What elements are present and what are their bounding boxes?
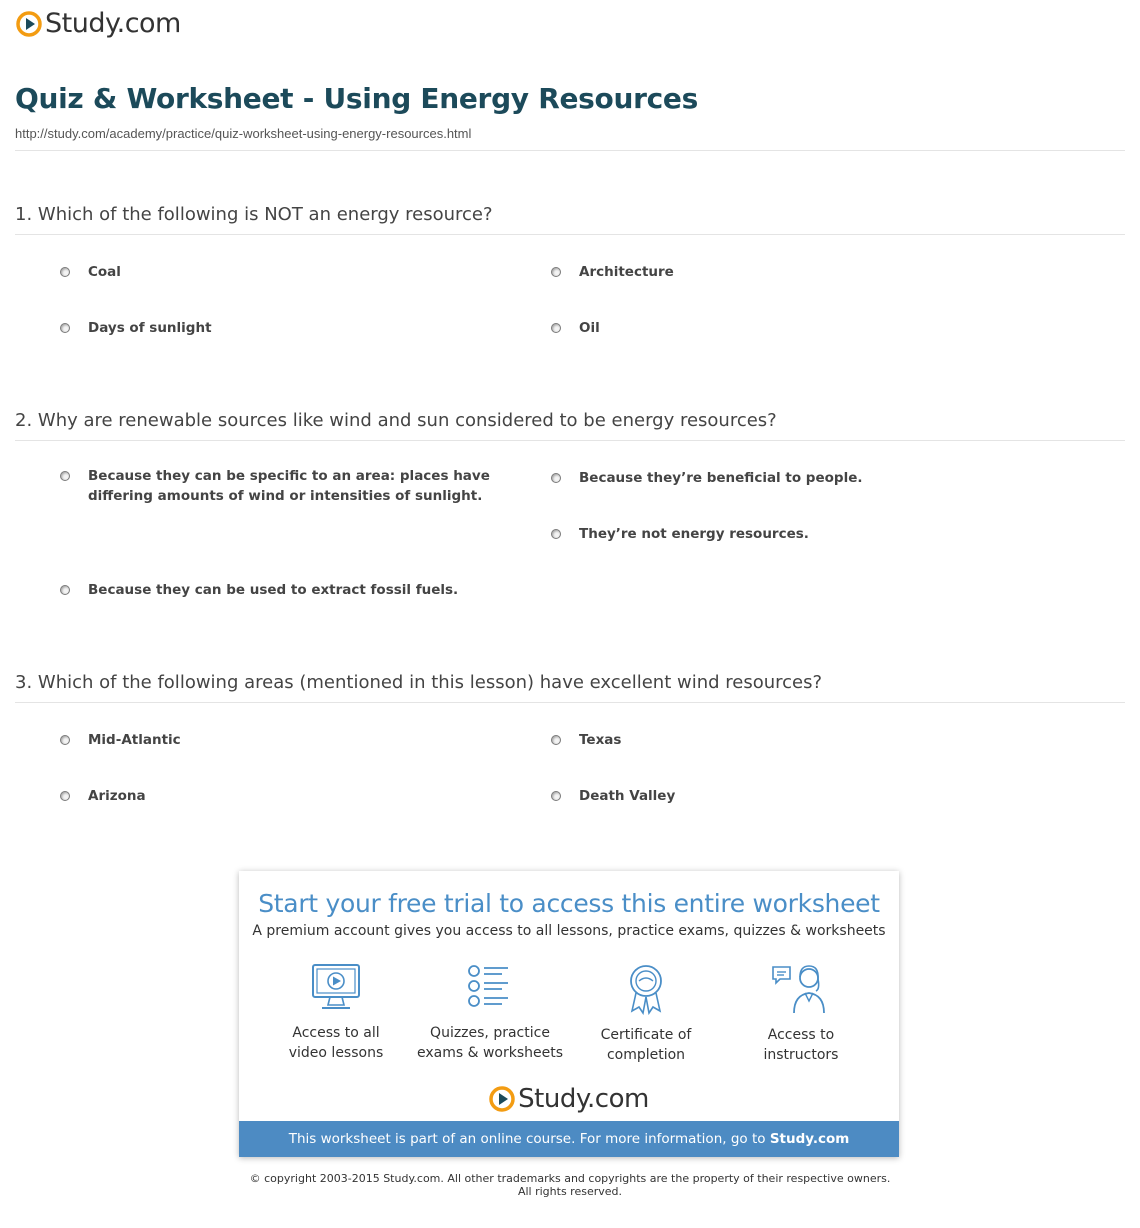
certificate-icon: [620, 963, 672, 1015]
video-lesson-icon: [310, 963, 362, 1013]
answer-label: Texas: [579, 732, 622, 748]
study-link[interactable]: Study.com: [769, 1131, 850, 1147]
feature-certificate: [571, 963, 721, 1065]
cta-heading[interactable]: Start your free trial to access this entire worksheet: [258, 889, 880, 918]
answer-label: Oil: [579, 320, 600, 336]
study-logo[interactable]: [16, 8, 181, 39]
page-title: Quiz & Worksheet - Using Energy Resources: [15, 82, 698, 115]
feature-label: Certificate of: [600, 1027, 692, 1043]
answer-option[interactable]: [551, 786, 1001, 806]
instructor-icon: [770, 963, 832, 1015]
feature-label: exams & worksheets: [416, 1045, 564, 1061]
answer-option[interactable]: [60, 318, 510, 338]
answer-label: Because they can be specific to an area: places have differing amounts of wind or intensities of sunlight.: [88, 468, 490, 504]
answer-label: Coal: [88, 264, 121, 280]
answer-label: Mid-Atlantic: [88, 732, 181, 748]
feature-label: instructors: [763, 1047, 839, 1063]
divider: [15, 234, 1125, 235]
answer-option[interactable]: [551, 524, 1001, 544]
question-3: 3. Which of the following areas (mentioned in this lesson) have excellent wind resources?: [15, 672, 823, 693]
feature-instructors: [726, 963, 876, 1065]
copyright-footer: [0, 1172, 1140, 1198]
radio-button[interactable]: [60, 735, 70, 745]
answer-option[interactable]: [551, 318, 1001, 338]
feature-label: Quizzes, practice: [430, 1025, 550, 1041]
radio-button[interactable]: [551, 473, 561, 483]
answer-label: Days of sunlight: [88, 320, 212, 336]
answer-label: Death Valley: [579, 788, 676, 804]
divider: [15, 150, 1125, 151]
divider: [15, 702, 1125, 703]
feature-quizzes: [415, 963, 565, 1063]
feature-label: completion: [606, 1047, 686, 1063]
play-logo-icon: [489, 1086, 515, 1112]
radio-button[interactable]: [551, 323, 561, 333]
question-2: 2. Why are renewable sources like wind and sun considered to be energy resources?: [15, 410, 777, 431]
radio-button[interactable]: [60, 471, 70, 481]
radio-button[interactable]: [60, 585, 70, 595]
answer-option[interactable]: [551, 468, 1001, 488]
copyright-text: © copyright 2003-2015 Study.com. All other trademarks and copyrights are the property of their respective owners.: [249, 1172, 891, 1185]
answer-option[interactable]: [60, 262, 510, 282]
answer-option[interactable]: [551, 730, 1001, 750]
course-info-text: This worksheet is part of an online course. For more information, go to: [288, 1131, 766, 1147]
quiz-list-icon: [464, 963, 516, 1013]
answer-option[interactable]: [60, 730, 510, 750]
radio-button[interactable]: [551, 267, 561, 277]
radio-button[interactable]: [60, 267, 70, 277]
answer-label: Because they can be used to extract fossil fuels.: [88, 582, 459, 598]
course-info-bar[interactable]: [239, 1121, 899, 1157]
free-trial-box[interactable]: [239, 871, 899, 1157]
feature-label: video lessons: [288, 1045, 384, 1061]
divider: [15, 440, 1125, 441]
radio-button[interactable]: [551, 735, 561, 745]
answer-option[interactable]: [60, 466, 525, 506]
rights-text: All rights reserved.: [517, 1185, 623, 1198]
logo-text: Study.com: [45, 8, 181, 39]
radio-button[interactable]: [551, 529, 561, 539]
answer-option[interactable]: [60, 786, 510, 806]
play-logo-icon: [16, 11, 42, 37]
logo-text: Study.com: [518, 1084, 649, 1114]
cta-subheading: A premium account gives you access to all lessons, practice exams, quizzes & worksheets: [252, 923, 886, 939]
feature-label: Access to: [767, 1027, 835, 1043]
feature-label: Access to all: [292, 1025, 380, 1041]
answer-label: Architecture: [579, 264, 674, 280]
page-url: http://study.com/academy/practice/quiz-worksheet-using-energy-resources.html: [15, 126, 472, 141]
answer-label: Arizona: [88, 788, 146, 804]
radio-button[interactable]: [551, 791, 561, 801]
question-1: 1. Which of the following is NOT an energy resource?: [15, 204, 493, 225]
answer-option[interactable]: [60, 580, 525, 600]
answer-option[interactable]: [551, 262, 1001, 282]
radio-button[interactable]: [60, 323, 70, 333]
radio-button[interactable]: [60, 791, 70, 801]
cta-study-logo[interactable]: [239, 1084, 899, 1114]
answer-label: Because they’re beneficial to people.: [579, 470, 863, 486]
answer-label: They’re not energy resources.: [579, 526, 809, 542]
feature-video-lessons: [261, 963, 411, 1063]
